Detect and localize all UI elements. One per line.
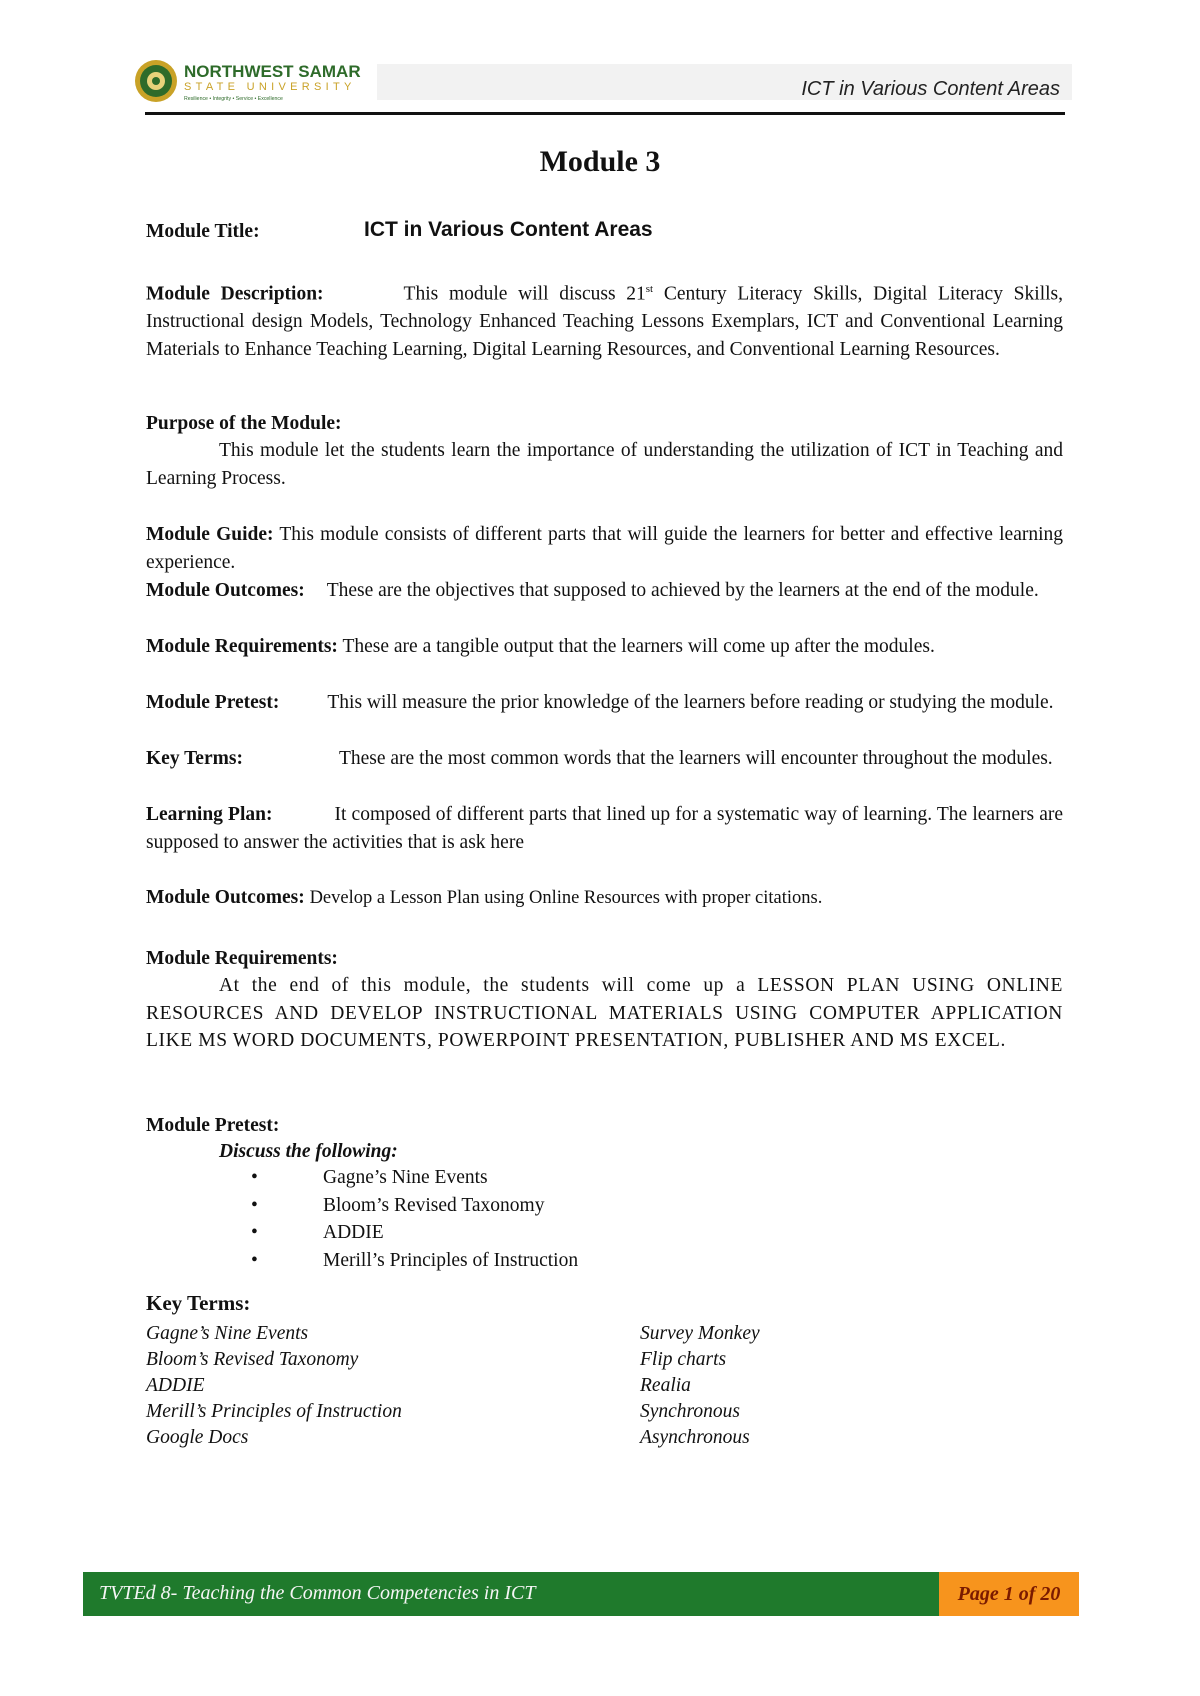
module-requirements-label: Module Requirements: (146, 948, 338, 969)
guide-item-module-outcomes: Module Outcomes: These are the objectives that supposed to achieved by the learners at the end of the module. (146, 580, 1039, 601)
key-term: Synchronous (640, 1401, 741, 1422)
list-item: • ADDIE (251, 1219, 1051, 1247)
module-title-value: ICT in Various Content Areas (364, 218, 653, 241)
module-outcomes: Module Outcomes: Develop a Lesson Plan using Online Resources with proper citations. (146, 887, 823, 908)
key-terms-label: Key Terms: (146, 1291, 251, 1315)
module-title-label: Module Title: (146, 221, 260, 242)
key-terms-left-column (146, 1320, 402, 1450)
list-item: • Bloom’s Revised Taxonomy (251, 1192, 1051, 1220)
guide-item-module-requirements: Module Requirements: These are a tangible output that the learners will come up after the modules. (146, 636, 935, 657)
key-term: ADDIE (146, 1375, 205, 1396)
module-pretest-label: Module Pretest: (146, 1115, 280, 1136)
key-term: Google Docs (146, 1427, 249, 1448)
key-term: Bloom’s Revised Taxonomy (146, 1349, 359, 1370)
module-title-row (146, 218, 1063, 246)
module-description-label: Module Description: (146, 283, 324, 305)
key-term: Merill’s Principles of Instruction (146, 1401, 402, 1422)
pretest-instruction: Discuss the following: (219, 1141, 398, 1162)
logo-sub: STATE UNIVERSITY (184, 81, 356, 93)
purpose-text: This module let the students learn the importance of understanding the utilization of ICT in Teaching and Learning Process. (146, 440, 1063, 489)
list-item: • Gagne’s Nine Events (251, 1164, 1051, 1192)
header-band (377, 64, 1072, 100)
header-divider (145, 112, 1065, 115)
module-description-sup: st (645, 283, 654, 295)
university-logo (132, 58, 372, 104)
module-heading: Module 3 (539, 145, 661, 178)
logo-motto: Resilience • Integrity • Service • Excellence (184, 96, 283, 102)
key-term: Flip charts (640, 1349, 727, 1370)
pretest-list (251, 1164, 1051, 1274)
module-description (146, 276, 1063, 363)
guide-item-key-terms: Key Terms: These are the most common words that the learners will encounter throughout the modules. (146, 748, 1053, 769)
footer-course-title: TVTEd 8- Teaching the Common Competencies in ICT (99, 1582, 536, 1604)
list-item: • Merill’s Principles of Instruction (251, 1247, 1051, 1275)
key-terms-right-column (640, 1320, 760, 1450)
purpose-label: Purpose of the Module: (146, 413, 342, 434)
module-description-text-a: This module will discuss 21 (403, 283, 646, 305)
page-number-badge: Page 1 of 20 (939, 1572, 1079, 1616)
guide-item-module-pretest: Module Pretest: This will measure the prior knowledge of the learners before reading or studying the module. (146, 692, 1054, 713)
key-term: Survey Monkey (640, 1323, 760, 1344)
page-footer (83, 1572, 1079, 1616)
key-term: Gagne’s Nine Events (146, 1323, 309, 1344)
module-description-text-b: Century Literacy Skills, Digital Literacy Skills, Instructional design Models, Technology Enhanced Teaching Lessons Exemplars, ICT and Conventional Learning Materials to Enhance Teaching Learning, Digital Learning Resources, and Conventional Learning Resources. (146, 283, 1063, 360)
logo-name: NORTHWEST SAMAR (184, 62, 361, 81)
page-header (132, 58, 1072, 104)
header-title: ICT in Various Content Areas (801, 78, 1060, 100)
guide-item-module-guide: Module Guide: This module consists of different parts that will guide the learners for better and effective learning experience. (146, 524, 1064, 573)
guide-item-learning-plan: Learning Plan: It composed of different parts that lined up for a systematic way of learning. The learners are supposed to answer the activities that is ask here (146, 804, 1063, 853)
key-term: Asynchronous (640, 1427, 750, 1448)
key-term: Realia (640, 1375, 691, 1396)
module-requirements-text: At the end of this module, the students will come up a LESSON PLAN USING ONLINE RESOURCES AND DEVELOP INSTRUCTIONAL MATERIALS USING COMPUTER APPLICATION LIKE MS WORD DOCUMENTS, POWERPOINT PRESENTATION, PUBLISHER AND MS EXCEL. (146, 975, 1063, 1051)
